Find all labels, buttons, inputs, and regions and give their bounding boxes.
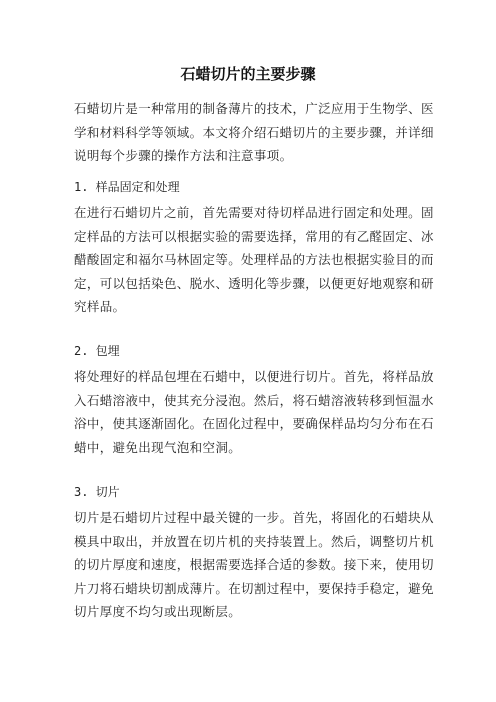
intro-paragraph: 石蜡切片是一种常用的制备薄片的技术，广泛应用于生物学、医学和材料科学等领域。本文将介绍石蜡切片的主要步骤，并详细说明每个步骤的操作方法和注意事项。 xyxy=(74,101,434,163)
section-body-1: 在进行石蜡切片之前，首先需要对待切样品进行固定和处理。固定样品的方法可以根据实验的需要选择，常用的有乙醛固定、冰醋酸固定和福尔马林固定等。处理样品的方法也根据实验目的而定，可以包括染色、脱水、透明化等步骤，以便更好地观察和研究样品。 xyxy=(74,205,434,314)
section-body-2: 将处理好的样品包埋在石蜡中，以便进行切片。首先，将样品放入石蜡溶液中，使其充分浸泡。然后，将石蜡溶液转移到恒温水浴中，使其逐渐固化。在固化过程中，要确保样品均匀分布在石蜡中，避免出现气泡和空洞。 xyxy=(74,369,434,455)
section-body-3: 切片是石蜡切片过程中最关键的一步。首先，将固化的石蜡块从模具中取出，并放置在切片机的夹持装置上。然后，调整切片机的切片厚度和速度，根据需要选择合适的参数。接下来，使用切片刀将石蜡块切割成薄片。在切割过程中，要保持手稳定，避免切片厚度不均匀或出现断层。 xyxy=(74,510,434,619)
section-heading-2: 2. 包埋 xyxy=(74,344,120,358)
section-heading-1: 1. 样品固定和处理 xyxy=(74,180,180,194)
section-heading-3: 3. 切片 xyxy=(74,485,120,499)
document-title: 石蜡切片的主要步骤 xyxy=(180,65,316,83)
